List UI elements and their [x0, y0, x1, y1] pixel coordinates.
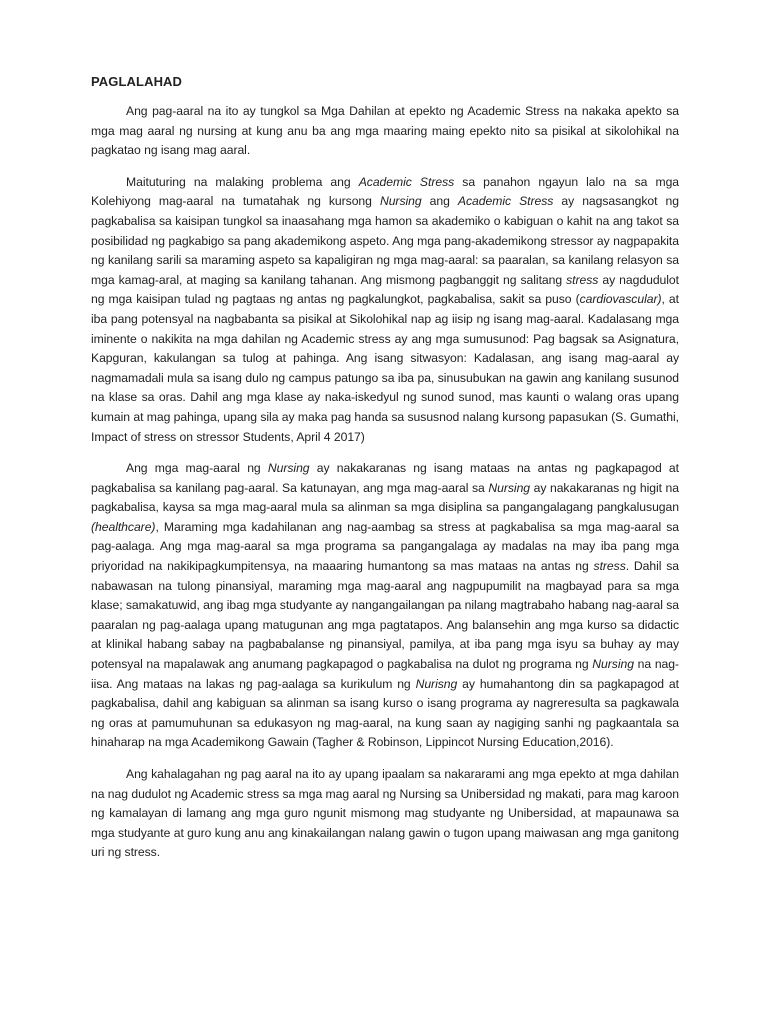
paragraph-3-run: na nag-iisa. Ang mataas na lakas ng pag-aalaga sa kurikulum ng [91, 657, 680, 691]
paragraph-4 [91, 765, 679, 863]
paragraph-3-run: ay humahantong din sa pagkapagod at pagkabalisa, dahil ang kabiguan sa alinman sa isang kurso o isang programa ay nagreresulta sa pagkawala ng oras at pamumuhunan sa edukasyon ng mag-aaral, na kung saan ay nagiging sanhi ng pagkaantala sa hinaharap na mga Academikong Gawain (Tagher & Robinson, Lippincot Nursing Education,2016). [91, 676, 679, 750]
paragraph-3-italic-run: (healthcare) [91, 519, 156, 534]
paragraph-2-italic-run: stress [566, 272, 599, 287]
paragraph-2-italic-run: Academic Stress [457, 194, 554, 209]
paragraph-2-italic-run: Academic Stress [358, 174, 455, 189]
paragraph-3-italic-run: stress [593, 559, 626, 574]
paragraph-1 [91, 102, 679, 161]
paragraph-2-run: ay nagsasangkot ng pagkabalisa sa kaisipan tungkol sa inaasahang mga hamon sa akademiko o kabiguan o kahit na ang takot sa posibilidad ng pagkabigo sa pang akademikong aspeto. Ang mga pang-akademikong stressor ay nagpapakita ng kanilang sarili sa maraming aspeto sa kapaligiran ng mga mag-aaral: sa paaralan, sa kanilang relasyon sa mga kamag-aral, at maging sa kanilang tahanan. Ang mismong pagbanggit ng salitang [91, 194, 680, 287]
paragraph-3 [91, 459, 679, 753]
paragraph-4-text: Ang kahalagahan ng pag aaral na ito ay upang ipaalam sa nakararami ang mga epekto at mga dahilan na nag dudulot ng Academic stress sa mga mag aaral ng Nursing sa Unibersidad ng makati, para mag karoon ng kamalayan di lamang ang mga guro ngunit mismong mag studyante ng Unibersidad, at mapaunawa sa mga studyante at guro kung anu ang kinakailangan nalang gawin o tugon upang maiwasan ang mga ganitong uri ng stress. [91, 767, 679, 860]
paragraph-2-run: ang [421, 194, 458, 209]
document-heading: PAGLALAHAD [91, 74, 183, 89]
paragraph-3-run: . Dahil sa nabawasan na tulong pinansiyal, maraming mga mag-aaral ang nagpupumilit na magbayad para sa mga klase; samakatuwid, ang ibag mga studyante ay nangangailangan pa nilang magtrabaho habang nag-aaral sa paaralan ng pag-aalaga upang matugunan ang mga pagtatapos. Ang balansehin ang mga kurso sa didactic at klinikal habang sabay na pagbabalanse ng pinansiyal, pamilya, at iba pang mga isyu sa buhay ay may potensyal na mapalawak ang anumang pagkapagod o pagkabalisa na dulot ng programa ng [91, 559, 679, 672]
paragraph-3-run: ay nakakaranas ng isang mataas na antas ng pagkapagod at pagkabalisa sa kanilang pag-aaral. Sa katunayan, ang mga mag-aaral sa [91, 461, 679, 495]
paragraph-3-run: ay nakakaranas ng higit na pagkabalisa, kaysa sa mga mag-aaral mula sa alinman sa mga disiplina sa pangangalagang pangkalusugan [91, 480, 679, 515]
paragraph-2-italic-run: cardiovascular) [579, 292, 662, 307]
paragraph-3-italic-run: Nurisng [415, 676, 458, 691]
paragraph-2 [91, 173, 679, 447]
paragraph-2-italic-run: Nursing [379, 194, 422, 209]
paragraph-3-italic-run: Nursing [488, 480, 531, 495]
paragraph-3-run: , Maraming mga kadahilanan ang nag-aambag sa stress at pagkabalisa sa mga mag-aaral sa pag-aalaga. Ang mga mag-aaral sa mga programa sa pangangalaga ay madalas na may iba pang mga priyoridad na nakikipagkumpitensya, na maaaring humantong sa mas mataas na antas ng [91, 519, 679, 574]
paragraph-3-run: Ang mga mag-aaral ng [126, 461, 268, 476]
paragraph-3-italic-run: Nursing [267, 461, 310, 476]
paragraph-3-italic-run: Nursing [592, 657, 634, 672]
paragraph-2-run: ay nagdudulot ng mga kaisipan tulad ng pagtaas ng antas ng pagkalungkot, pagkabalisa, sakit sa puso ( [91, 272, 679, 307]
paragraph-2-run: Maituturing na malaking problema ang [126, 174, 359, 189]
paragraph-1-text: Ang pag-aaral na ito ay tungkol sa Mga Dahilan at epekto ng Academic Stress na nakaka apekto sa mga mag aaral ng nursing at kung anu ba ang mga maaring maing epekto nito sa pisikal at sikolohikal na pagkatao ng isang mag aaral. [91, 104, 679, 158]
paragraph-2-run: , at iba pang potensyal na nagbabanta sa pisikal at Sikolohikal nap ag iisip ng isang mag-aaral. Kadalasang mga iminente o nakikita na mga dahilan ng Academic stress ay ang mga sumusunod: Pag bagsak sa Asignatura, Kapguran, kakulangan sa tulog at pahinga. Ang isang sitwasyon: Kadalasan, ang isang mag-aaral ay nagmamadali mula sa isang dulo ng campus patungo sa iba pa, sinusubukan na gawin ang kanilang susunod na klase sa oras. Dahil ang mga klase ay naka-iskedyul ng sunod sunod, mas kaunti o walang oras upang kumain at mag pahinga, upang sila ay maka pag handa sa sususnod nalang kursong papasukan (S. Gumathi, Impact of stress on stressor Students, April 4 2017) [91, 292, 679, 444]
paragraph-2-run: sa panahon ngayun lalo na sa mga Kolehiyong mag-aaral na tumatahak ng kursong [91, 174, 680, 209]
